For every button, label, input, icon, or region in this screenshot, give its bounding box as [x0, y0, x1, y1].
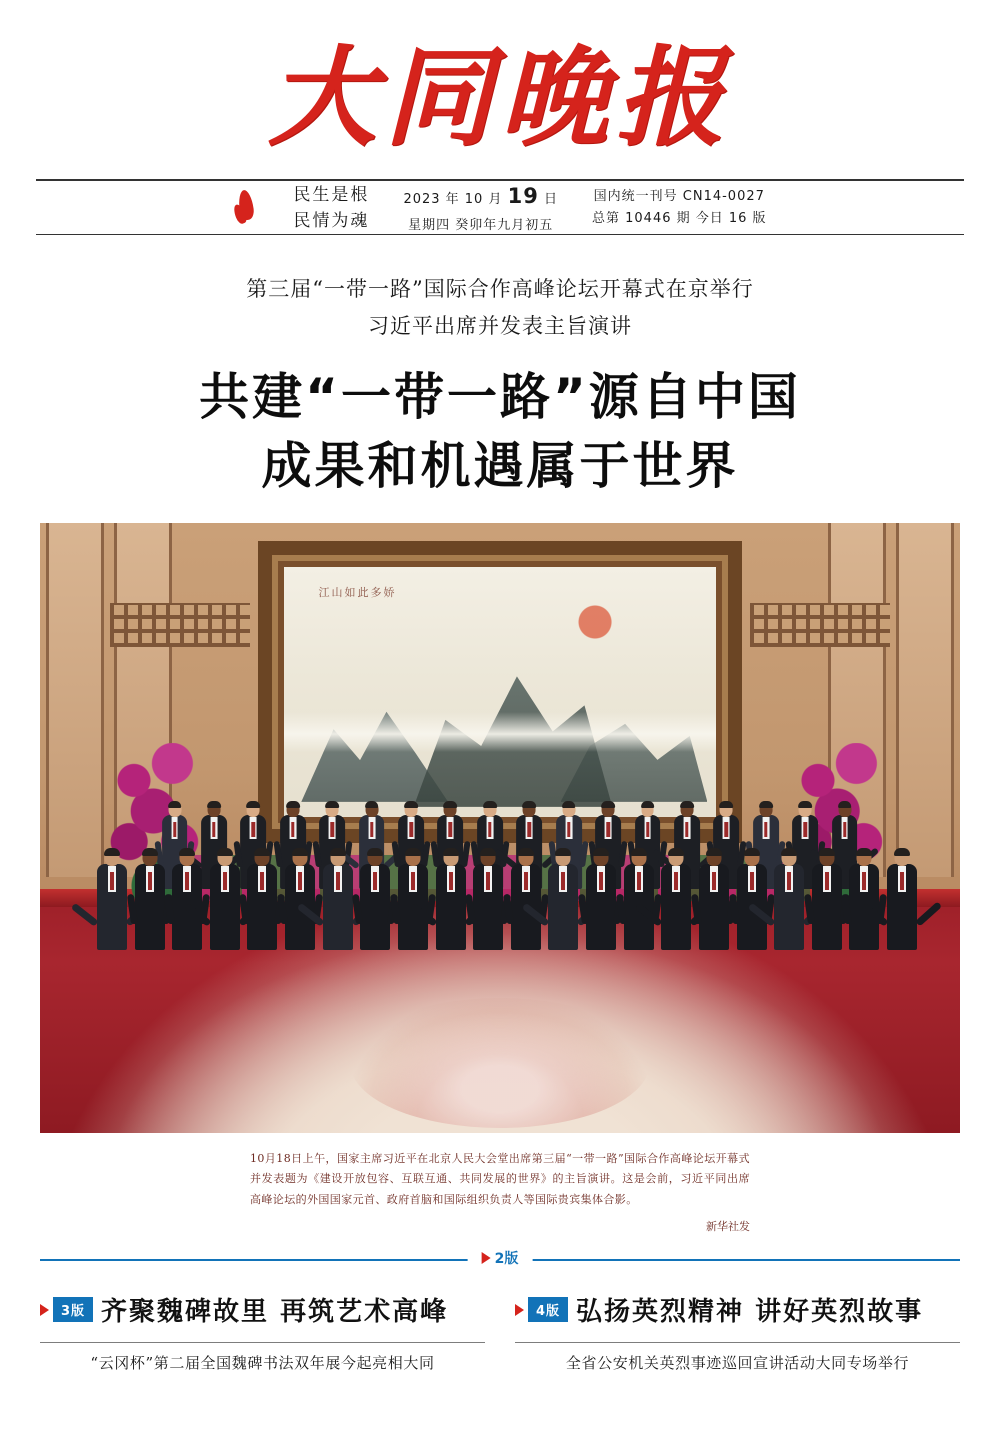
slogan-line-1: 民生是根: [293, 184, 370, 205]
teaser-subhead: “云冈杯”第二届全国魏碑书法双年展今起亮相大同: [40, 1342, 485, 1373]
kicker: [0, 271, 1000, 345]
newspaper-title: 大同晚报: [267, 35, 732, 161]
slogan: [293, 182, 369, 235]
page-tag: 4版: [528, 1297, 568, 1322]
teaser-card[interactable]: [515, 1288, 960, 1373]
delegates-front-row: [40, 800, 960, 950]
triangle-right-icon: [40, 1304, 49, 1316]
headline-line-1: 共建“一带一路”源自中国: [199, 367, 801, 426]
date-block: [403, 179, 558, 237]
bottom-teasers: [40, 1288, 960, 1373]
photo-credit: 新华社发: [706, 1219, 750, 1233]
page-badge[interactable]: [515, 1288, 576, 1332]
lattice-ornament: [110, 603, 250, 647]
jump-label: 2版: [494, 1250, 519, 1267]
date-day: 19: [507, 184, 539, 208]
kicker-line-1: 第三届“一带一路”国际合作高峰论坛开幕式在京举行: [246, 277, 754, 302]
teaser-headline: 齐聚魏碑故里 再筑艺术高峰: [101, 1297, 449, 1328]
mist-band: [284, 712, 716, 752]
slogan-line-2: 民情为魂: [293, 210, 370, 231]
page-title: [0, 363, 1000, 501]
triangle-right-icon: [515, 1304, 524, 1316]
kicker-line-2: 习近平出席并发表主旨演讲: [368, 314, 632, 339]
weekday-lunar: 星期四 癸卯年九月初五: [408, 217, 554, 233]
masthead: [0, 0, 1000, 161]
issue-count: 总第 10446 期 今日 16 版: [592, 210, 767, 226]
headline-line-2: 成果和机遇属于世界: [261, 436, 739, 495]
issue-block: [592, 186, 767, 230]
jump-to-page[interactable]: [468, 1248, 533, 1268]
triangle-right-icon: [482, 1252, 491, 1264]
page-tag: 3版: [53, 1297, 93, 1322]
lattice-ornament: [750, 603, 890, 647]
teaser-card[interactable]: [40, 1288, 485, 1373]
info-bar: [36, 179, 964, 235]
teaser-headline: 弘扬英烈精神 讲好英烈故事: [576, 1297, 924, 1328]
page-badge[interactable]: [40, 1288, 101, 1332]
lead-photo: [40, 523, 960, 1133]
photo-caption: 10月18日上午，国家主席习近平在北京人民大会堂出席第三届“一带一路”国际合作高峰论坛开幕式并发表题为《建设开放包容、互联互通、共同发展的世界》的主旨演讲。这是会前，习近平同出席高峰论坛的外国国家元首、政府首脑和国际组织负责人等国际贵宾集体合影。: [250, 1151, 750, 1206]
teaser-subhead: 全省公安机关英烈事迹巡回宣讲活动大同专场举行: [515, 1342, 960, 1373]
jump-line[interactable]: [40, 1248, 960, 1270]
date-suffix: 日: [543, 192, 558, 207]
carpet-motif: [350, 998, 650, 1128]
painting-inscription: 江山如此多娇: [318, 586, 397, 600]
issue-serial: 国内统一刊号 CN14-0027: [593, 188, 765, 204]
date-text: 2023 年 10 月: [403, 192, 503, 207]
flame-icon: [233, 188, 259, 228]
